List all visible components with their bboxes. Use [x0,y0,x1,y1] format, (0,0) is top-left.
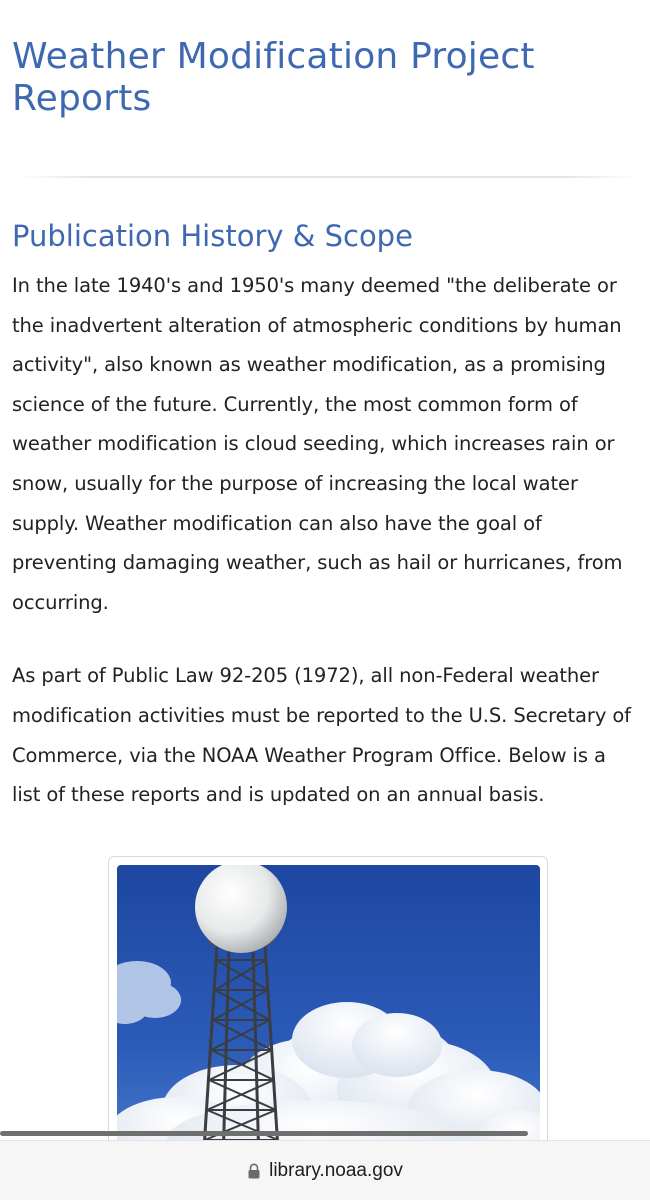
section-heading: Publication History & Scope [12,219,413,253]
page-title: Weather Modification Project Reports [12,36,535,119]
horizontal-scrollbar[interactable] [0,1131,528,1136]
intro-paragraph: In the late 1940's and 1950's many deemed "the deliberate or the inadvertent alteration of atmospheric conditions by human activity", also known as weather modification, as a promising science of the future. Currently, the most common form of weather modification is cloud seeding, which increases rain or snow, usually for the purpose of increasing the local water supply. Weather modification can also have the goal of preventing damaging weather, such as hail or hurricanes, from occurring. [12,274,623,614]
radar-photo-frame [108,856,548,1176]
section-divider [18,176,638,178]
browser-address-bar[interactable] [0,1140,650,1200]
radar-dome [195,865,287,953]
radar-tower-photo [117,865,540,1165]
law-paragraph: As part of Public Law 92-205 (1972), all non-Federal weather modification activities must be reported to the U.S. Secretary of Commerce, via the NOAA Weather Program Office. Below is a list of these reports and is updated on an annual basis. [12,664,631,807]
url-display[interactable] [247,1160,403,1182]
lock-icon [247,1163,261,1179]
url-text: library.noaa.gov [269,1159,403,1181]
